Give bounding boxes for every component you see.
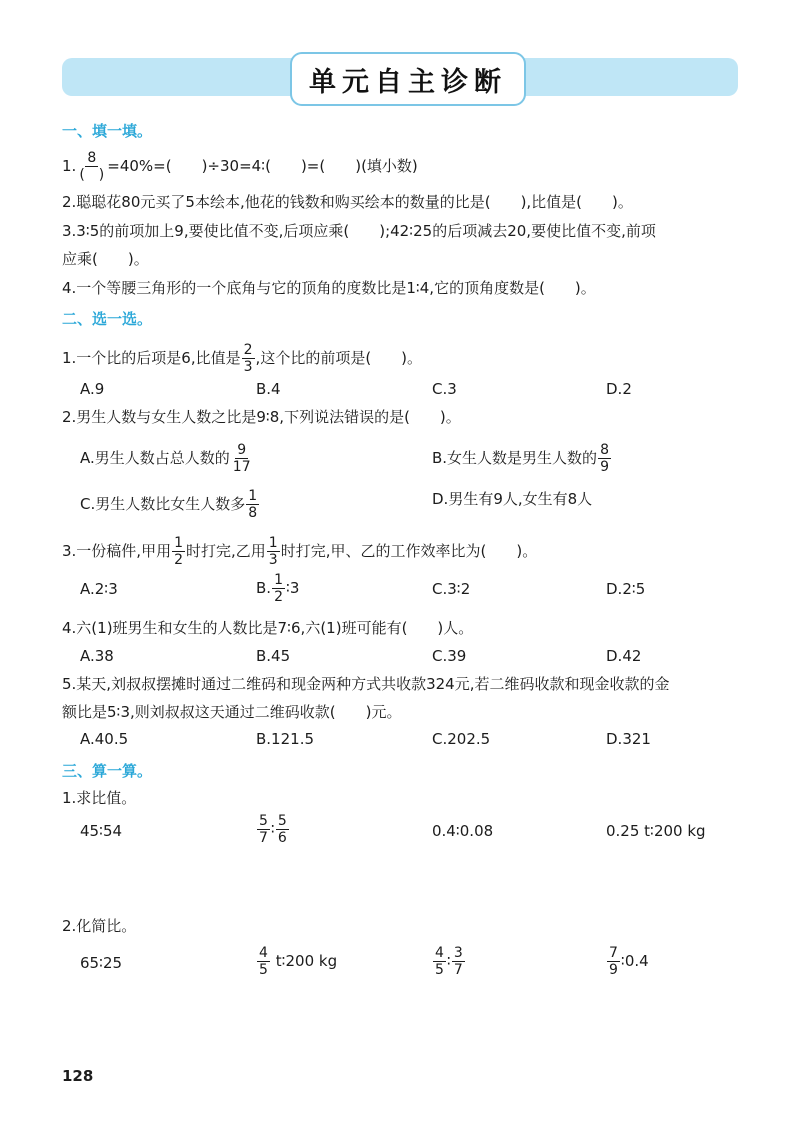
c2-c-den: 8 <box>248 505 258 521</box>
c3-b-fraction <box>272 572 285 605</box>
c3-option-b <box>256 572 299 605</box>
c2-b-fraction <box>598 442 611 475</box>
c2-b-num: 8 <box>600 442 609 458</box>
k2-c-num2: 3 <box>453 945 463 961</box>
c1-text-pre: 1.一个比的后项是6,比值是 <box>62 349 241 367</box>
section-heading-calc: 三、算一算。 <box>62 762 153 780</box>
k2-item-d <box>606 945 649 978</box>
page-title: 单元自主诊断 <box>309 66 507 98</box>
c3-text-1: 3.一份稿件,甲用 <box>62 542 172 560</box>
k2-c-den1: 5 <box>435 962 444 978</box>
k2-item-a: 65∶25 <box>80 954 123 972</box>
k2-c-den2: 7 <box>453 962 463 978</box>
k1-b-num2: 5 <box>277 813 287 829</box>
c2-a-den: 17 <box>232 459 251 475</box>
c5-option-b: B.121.5 <box>256 730 315 748</box>
title-box <box>290 52 526 106</box>
c4-option-d: D.42 <box>606 647 642 665</box>
c3-option-a: A.2∶3 <box>80 580 118 598</box>
c2-option-d: D.男生有9人,女生有8人 <box>432 490 593 508</box>
c2-c-text: C.男生人数比女生人数多 <box>80 495 246 513</box>
c1-denominator: 3 <box>243 359 253 375</box>
c3-fraction-2 <box>267 535 280 568</box>
k2-d-fraction <box>607 945 620 978</box>
c3-option-c: C.3∶2 <box>432 580 471 598</box>
q1-number: 1. <box>62 157 77 175</box>
choice-question-5-line1: 5.某天,刘叔叔摆摊时通过二维码和现金两种方式共收款324元,若二维码收款和现金收款的金 <box>62 675 670 693</box>
question-3-line1: 3.3∶5的前项加上9,要使比值不变,后项应乘( );42∶25的后项减去20,要使比值不变,前项 <box>62 222 656 240</box>
question-4: 4.一个等腰三角形的一个底角与它的顶角的度数比是1∶4,它的顶角度数是( )。 <box>62 279 596 297</box>
section-heading-choose: 二、选一选。 <box>62 310 153 328</box>
c3-b-post: ∶3 <box>285 579 300 597</box>
k2-c-fraction-2 <box>452 945 465 978</box>
k2-d-num: 7 <box>609 945 618 961</box>
choice-question-1 <box>62 342 422 375</box>
k2-b-fraction <box>257 945 270 978</box>
c2-a-num: 9 <box>237 442 247 458</box>
k1-b-fraction-1 <box>257 813 270 846</box>
question-1 <box>62 150 418 183</box>
c2-c-fraction <box>246 488 259 521</box>
k2-b-num: 4 <box>259 945 268 961</box>
k2-c-num1: 4 <box>435 945 444 961</box>
calc-question-2: 2.化简比。 <box>62 917 137 935</box>
question-3-line2: 应乘( )。 <box>62 250 149 268</box>
c2-b-den: 9 <box>600 459 609 475</box>
q1-numerator: 8 <box>87 150 97 166</box>
c1-text-post: ,这个比的前项是( )。 <box>255 349 423 367</box>
k1-b-den1: 7 <box>259 830 268 846</box>
c1-option-b: B.4 <box>256 380 281 398</box>
c4-option-b: B.45 <box>256 647 291 665</box>
c5-option-c: C.202.5 <box>432 730 491 748</box>
choice-question-4: 4.六(1)班男生和女生的人数比是7∶6,六(1)班可能有( )人。 <box>62 619 474 637</box>
k1-b-fraction-2 <box>276 813 289 846</box>
c2-option-c <box>80 488 260 521</box>
choice-question-3 <box>62 535 537 568</box>
c5-option-a: A.40.5 <box>80 730 129 748</box>
k1-item-a: 45∶54 <box>80 822 123 840</box>
c3-text-2: 时打完,乙用 <box>186 542 266 560</box>
question-2: 2.聪聪花80元买了5本绘本,他花的钱数和购买绘本的数量的比是( ),比值是( )。 <box>62 193 633 211</box>
c3-b-den: 2 <box>274 589 283 605</box>
k2-b-post: t∶200 kg <box>275 952 338 970</box>
c4-option-a: A.38 <box>80 647 114 665</box>
c3-f2-den: 3 <box>268 552 278 568</box>
k2-c-fraction-1 <box>433 945 446 978</box>
k2-d-den: 9 <box>609 962 618 978</box>
c2-b-text: B.女生人数是男生人数的 <box>432 449 598 467</box>
k1-b-sep: ∶ <box>270 820 275 838</box>
c1-option-d: D.2 <box>606 380 632 398</box>
k1-item-d: 0.25 t∶200 kg <box>606 822 706 840</box>
c3-fraction-1 <box>172 535 185 568</box>
k1-b-den2: 6 <box>277 830 287 846</box>
c3-f1-num: 1 <box>174 535 184 551</box>
choice-question-5-line2: 额比是5∶3,则刘叔叔这天通过二维码收款( )元。 <box>62 703 402 721</box>
choice-question-2: 2.男生人数与女生人数之比是9∶8,下列说法错误的是( )。 <box>62 408 461 426</box>
c2-a-text: A.男生人数占总人数的 <box>80 449 230 467</box>
c3-option-d: D.2∶5 <box>606 580 646 598</box>
c4-option-c: C.39 <box>432 647 467 665</box>
c2-option-a <box>80 442 254 475</box>
k1-b-num1: 5 <box>259 813 268 829</box>
c1-option-c: C.3 <box>432 380 457 398</box>
q1-text: =40%=( )÷30=4∶( )=( )(填小数) <box>107 157 418 175</box>
k2-item-c <box>432 945 466 978</box>
c2-option-b <box>432 442 612 475</box>
c3-b-pre: B. <box>256 579 272 597</box>
c3-f1-den: 2 <box>174 552 184 568</box>
k2-d-post: ∶0.4 <box>620 952 649 970</box>
c1-fraction <box>242 342 255 375</box>
k1-item-c: 0.4∶0.08 <box>432 822 494 840</box>
c2-a-fraction <box>231 442 253 475</box>
c3-b-num: 1 <box>274 572 283 588</box>
q1-fraction <box>77 150 106 183</box>
k2-b-den: 5 <box>259 962 268 978</box>
k2-c-sep: ∶ <box>446 952 451 970</box>
c1-option-a: A.9 <box>80 380 105 398</box>
calc-question-1: 1.求比值。 <box>62 789 137 807</box>
q1-denominator: ( ) <box>79 167 105 183</box>
k2-item-b <box>256 945 337 978</box>
section-heading-fill: 一、填一填。 <box>62 122 153 140</box>
k1-item-b <box>256 813 290 846</box>
c3-text-3: 时打完,甲、乙的工作效率比为( )。 <box>280 542 538 560</box>
page-number: 128 <box>62 1067 94 1085</box>
c3-f2-num: 1 <box>268 535 278 551</box>
c2-c-num: 1 <box>248 488 258 504</box>
c1-numerator: 2 <box>243 342 253 358</box>
c5-option-d: D.321 <box>606 730 651 748</box>
